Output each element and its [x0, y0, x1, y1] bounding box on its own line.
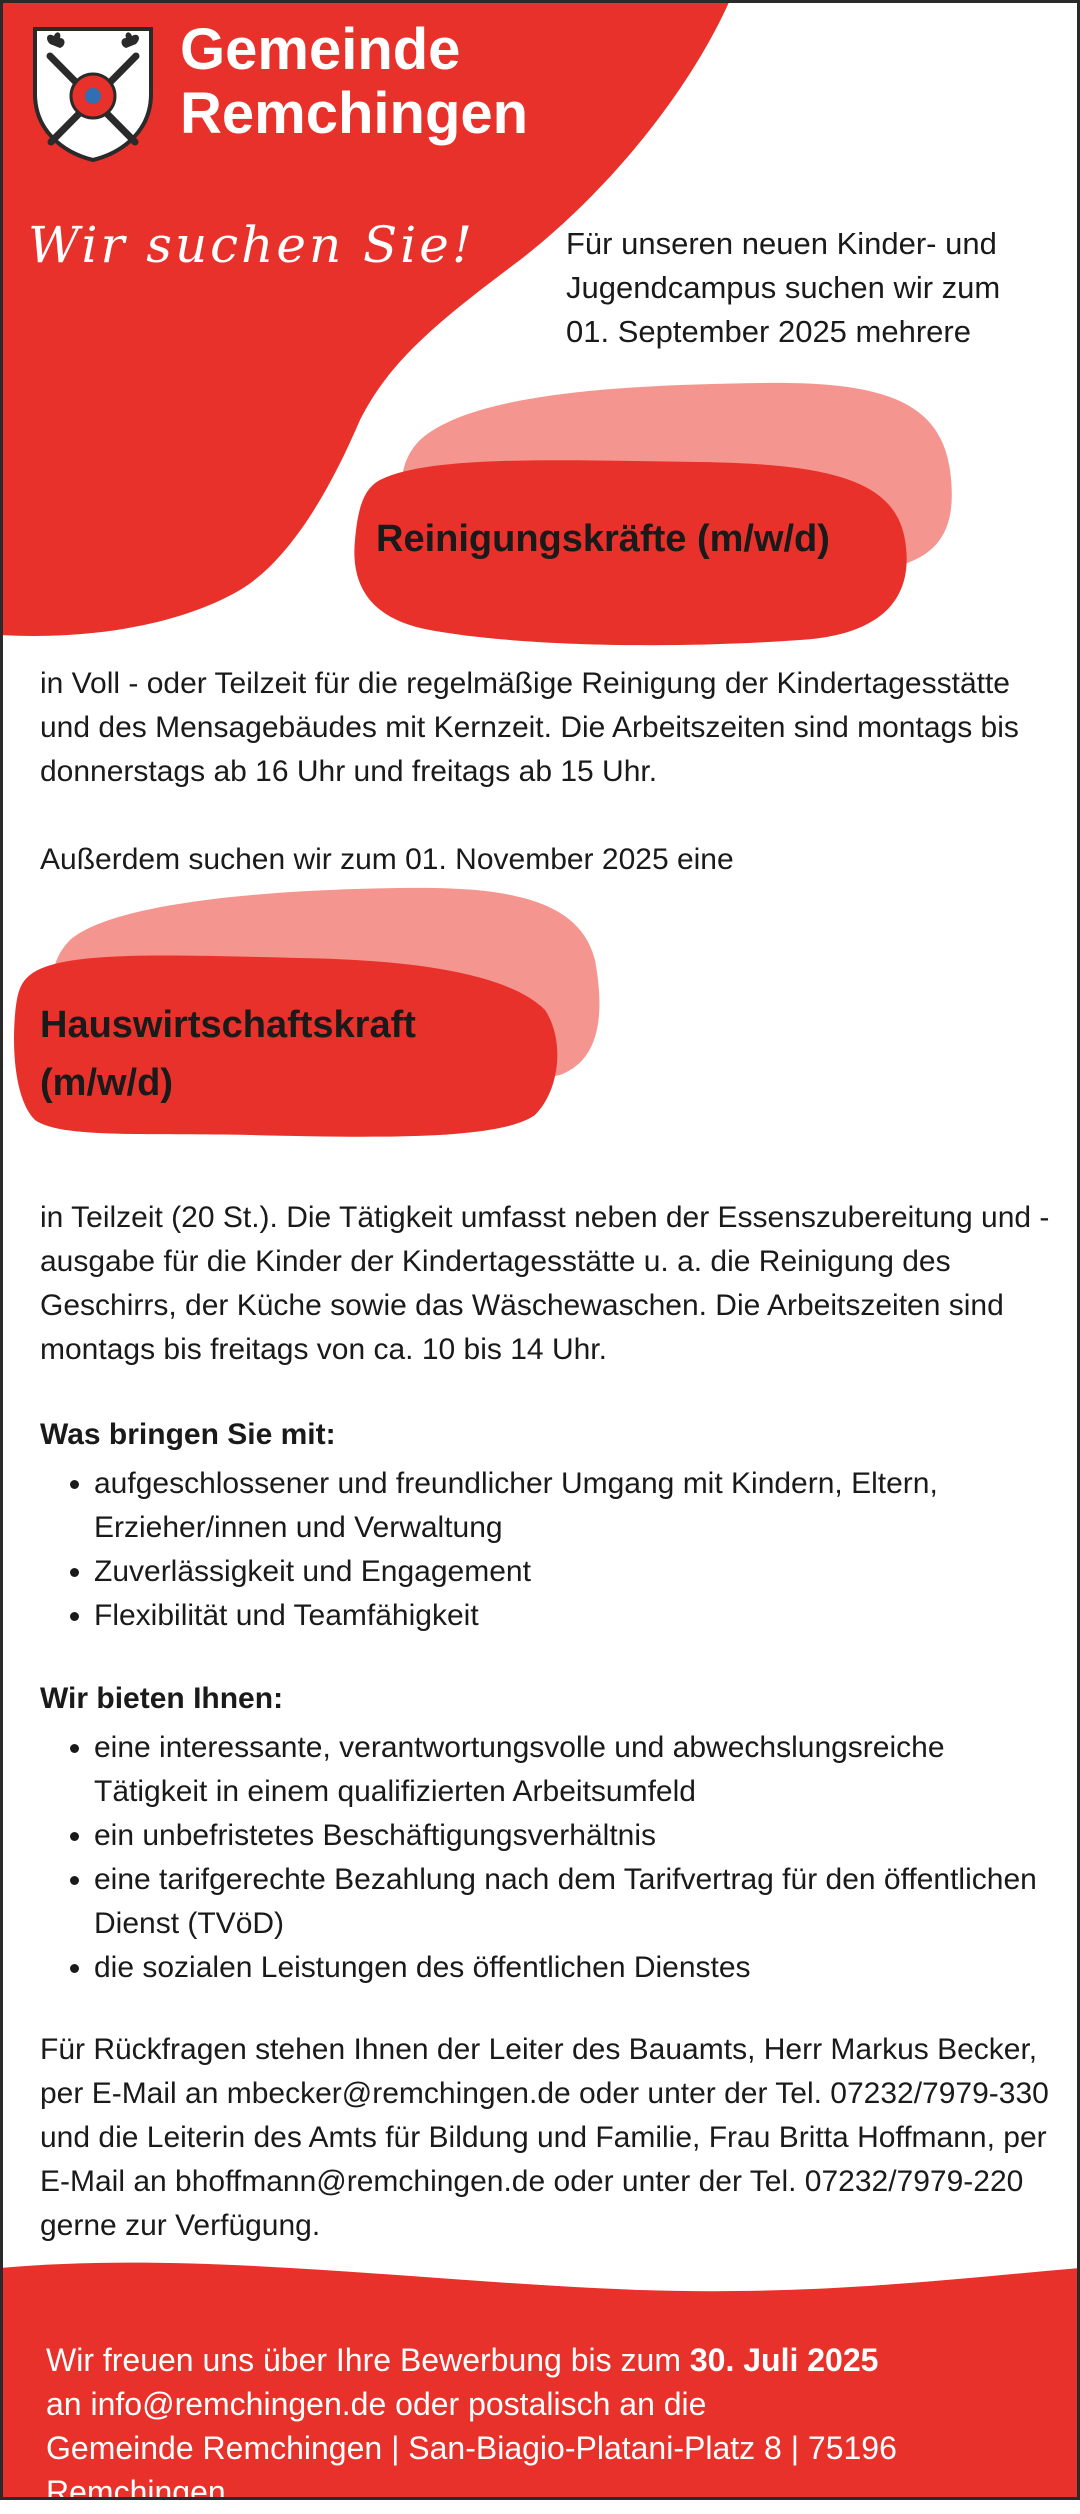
list-item: • ein unbefristetes Beschäftigungsverhältnis — [94, 1814, 1054, 1858]
list-item: • eine tarifgerechte Bezahlung nach dem Tarifvertrag für den öffentlichen Dienst (TVöD) — [94, 1858, 1054, 1946]
organization-name-line1: Gemeinde — [180, 17, 461, 82]
job2-title-line1: Hauswirtschaftskraft — [40, 1004, 416, 1046]
tagline: Wir suchen Sie! — [28, 216, 475, 274]
list-item: • Flexibilität und Teamfähigkeit — [94, 1594, 1054, 1638]
list-item: • die sozialen Leistungen des öffentlichen Dienstes — [94, 1946, 1054, 1990]
requirements-title: Was bringen Sie mit: — [40, 1418, 336, 1451]
job2-description: in Teilzeit (20 St.). Die Tätigkeit umfasst neben der Essenszubereitung und -ausgabe für die Kinder der Kindertagesstätte u. a. die Reinigung des Geschirrs, der Küche sowie das Wäschewaschen. Die Arbeitszeiten sind montags bis freitags von ca. 10 bis 14 Uhr. — [40, 1201, 1050, 1366]
list-item: • aufgeschlossener und freundlicher Umgang mit Kindern, Eltern, Erzieher/innen und Verwaltung — [94, 1462, 1054, 1550]
job2-intro-text: Außerdem suchen wir zum 01. November 2025 eine — [40, 843, 734, 876]
footer-line1-text: Wir freuen uns über Ihre Bewerbung bis zum — [46, 2342, 690, 2378]
footer-text — [46, 2338, 1056, 2514]
intro-text: Für unseren neuen Kinder- und Jugendcampus suchen wir zum 01. September 2025 mehrere — [566, 226, 1001, 349]
organization-name — [180, 18, 528, 146]
job1-description: in Voll - oder Teilzeit für die regelmäßige Reinigung der Kindertagesstätte und des Mensagebäudes mit Kernzeit. Die Arbeitszeiten sind montags bis donnerstags ab 16 Uhr und freitags ab 15 Uhr. — [40, 667, 1019, 788]
offer-title: Wir bieten Ihnen: — [40, 1682, 284, 1715]
offer-list — [40, 1726, 1054, 1990]
footer-line2: an info@remchingen.de oder postalisch an die — [46, 2386, 707, 2422]
job2-title-line2: (m/w/d) — [40, 1062, 173, 1104]
organization-name-line2: Remchingen — [180, 81, 529, 146]
list-item: • eine interessante, verantwortungsvolle und abwechslungsreiche Tätigkeit in einem qualifizierten Arbeitsumfeld — [94, 1726, 1054, 1814]
footer-address: Gemeinde Remchingen | San-Biagio-Platani-Platz 8 | 75196 Remchingen — [46, 2430, 897, 2510]
list-item: • Zuverlässigkeit und Engagement — [94, 1550, 1054, 1594]
application-deadline: 30. Juli 2025 — [689, 2342, 879, 2378]
requirements-list — [40, 1462, 1054, 1638]
coat-of-arms-icon — [30, 24, 156, 164]
job2-title — [40, 996, 540, 1112]
contact-text: Für Rückfragen stehen Ihnen der Leiter des Bauamts, Herr Markus Becker, per E-Mail an mbecker@remchingen.de oder unter der Tel. 07232/7979-330 und die Leiterin des Amts für Bildung und Familie, Frau Britta Hoffmann, per E-Mail an bhoffmann@remchingen.de oder unter der Tel. 07232/7979-220 gerne zur Verfügung. — [40, 2033, 1049, 2242]
footer-line1 — [46, 2338, 1056, 2382]
job1-title: Reinigungskräfte (m/w/d) — [376, 518, 830, 560]
